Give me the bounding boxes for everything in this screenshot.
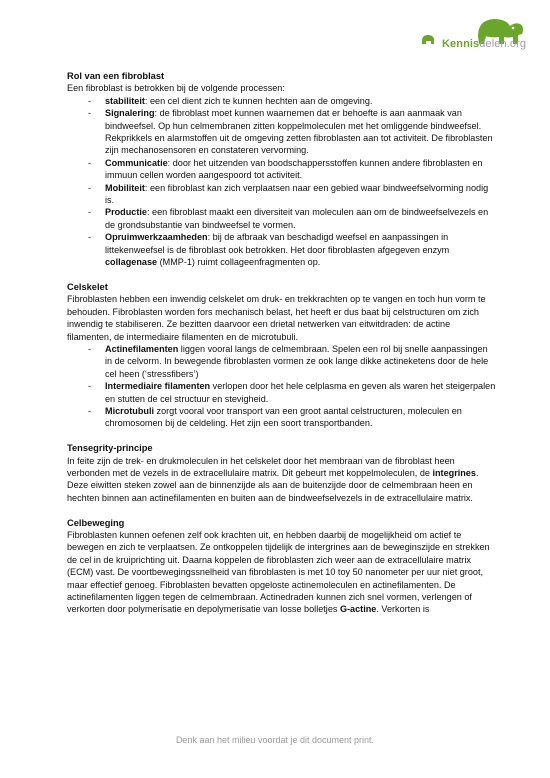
footer-note: Denk aan het milieu voordat je dit document print. (175, 735, 375, 745)
list-item: - Intermediaire filamenten verlopen door het hele celplasma en geven als waren het steigerpalen en stutten de cel structuur en stevigheid. (67, 380, 497, 405)
list-item: - Opruimwerkzaamheden: bij de afbraak van beschadigd weefsel en aanpassingen in littekenweefsel is de fibroblast ook betrokken. Het door fibroblasten afgegeven enzym collagenase (MMP-1) ruimt collageenfragmenten op. (67, 231, 497, 268)
kennisdelen-logo (418, 14, 528, 54)
section-rol-fibroblast (67, 70, 497, 269)
section-intro: Fibroblasten hebben een inwendig celskelet om druk- en trekkrachten op te vangen en toch hun vorm te behouden. Fibroblasten worden fors mechanisch belast, het heeft er dus baat bij celstructuren om zich inwendig te stabiliseren. Ze bezitten daarvoor een drietal netwerken van eitwitdraden: de actine filamenten, de intermediaire filamenten en de microtubuli. (67, 294, 486, 342)
process-list (67, 95, 497, 269)
section-paragraph: In feite zijn de trek- en drukmoleculen in het celskelet door het membraan van de fibroblast heen verbonden met de vezels in de extracellulaire matrix. Dit gebeurt met koppelmoleculen, de integrines. Deze eiwitten steken zowel aan de binnenzijde als aan de buitenzijde door de celmembraan heen en hechten binnen aan actinefilamenten en buiten aan de bindweefselvezels in de extracellulaire matrix. (67, 455, 479, 503)
section-celskelet (67, 281, 497, 430)
list-item: - Actinefilamenten liggen vooral langs de celmembraan. Spelen een rol bij snelle aanpassingen in de celvorm. In bewegende fibroblasten vormen ze ook lange dikke actineketens door de hele cel heen (‘stressfibers’) (67, 343, 497, 380)
section-celbeweging (67, 517, 497, 616)
list-item: - stabiliteit: een cel dient zich te kunnen hechten aan de omgeving. (67, 95, 497, 107)
section-tensegrity (67, 442, 497, 504)
section-heading: Celbeweging (67, 517, 125, 528)
list-item: - Communicatie: door het uitzenden van boodschappersstoffen kunnen andere fibroblasten en immuun cellen worden aangespoord tot activiteit. (67, 157, 497, 182)
section-heading: Rol van een fibroblast (67, 71, 165, 81)
list-item: - Signalering: de fibroblast moet kunnen waarnemen dat er behoefte is aan aanmaak van bindweefsel. Op hun celmembranen zitten koppelmoleculen met het omliggende bindweefsel. Rekprikkels en alarmstoffen uit de omgeving zetten fibroblasten aan tot activiteit. De fibroblasten zijn mechanosensoren en constateren vervorming. (67, 107, 497, 157)
filament-list (67, 343, 497, 430)
section-intro: Een fibroblast is betrokken bij de volgende processen: (67, 83, 285, 94)
section-heading: Celskelet (67, 281, 108, 292)
list-item: - Microtubuli zorgt vooral voor transport van een groot aantal celstructuren, moleculen en chromosomen bij de celdeling. Het zijn een soort transportbanden. (67, 405, 497, 430)
list-item: - Productie: een fibroblast maakt een diversiteit van moleculen aan om de bindweefselvezels en de grondsubstantie van bindweefsel te vormen. (67, 206, 497, 231)
list-item: - Mobiliteit: een fibroblast kan zich verplaatsen naar een gebied waar bindweefselvorming nodig is. (67, 182, 497, 207)
section-paragraph: Fibroblasten kunnen oefenen zelf ook krachten uit, en hebben daarbij de mogelijkheid om actief te bewegen en zich te verplaatsen. Ze ontkoppelen tijdelijk de intergrines aan de beweginszijde en strekken de cel in de kruiprichting uit. Daarna koppelen de fibroblasten zich weer aan de extracellulaire matrix (ECM) vast. De voortbewegingssnelheid van fibroblasten is met 10 toy 50 nanometer per uur niet groot, maar effectief genoeg. Fibroblasten bevatten opgeloste actinemoleculen en actinefilamenten. De actinefilamenten liggen tegen de celmembraan. Actinedraden kunnen zich snel vormen, verlengen of verkorten door polymerisatie en depolymerisatie van losse bolletjes G-actine. Verkorten is (67, 529, 490, 615)
logo-text: Kennisdelen.org (442, 38, 527, 50)
document-body (67, 70, 497, 628)
section-heading: Tensegrity-principe (67, 443, 153, 454)
